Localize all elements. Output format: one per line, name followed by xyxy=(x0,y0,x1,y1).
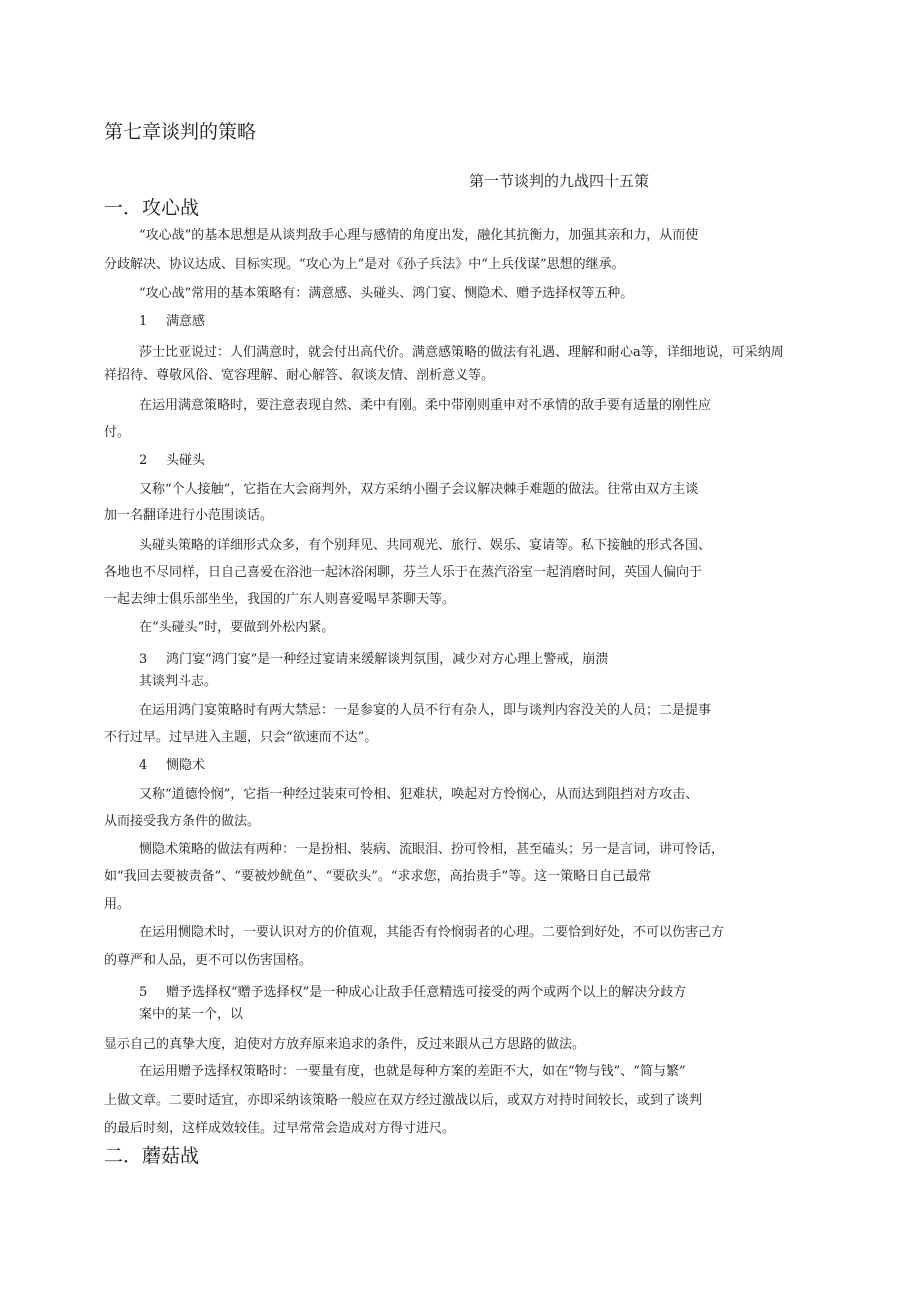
s3-p1-line-1: 在运用鸿门宴策略时有两大禁忌：一是参宴的人员不行有杂人，即与谈判内容没关的人员；二是提事 xyxy=(139,703,712,718)
s5-p2-line-3: 的最后时刻，这样成效较佳。过早常常会造成对方得寸进尺。 xyxy=(104,1121,456,1136)
s4-p2-line-1: 恻隐术策略的做法有两种：一是扮相、装病、流眼泪、扮可怜相，甚至磕头；另一是言词，讲可怜话， xyxy=(139,842,725,857)
part1-heading: 一．攻心战 xyxy=(104,197,200,219)
subsection-title: 满意感 xyxy=(166,314,206,329)
subsection-number: 2 xyxy=(139,453,148,468)
s5-p1-line-1: 显示自己的真挚大度，迫使对方放弃原来追求的条件，反过来跟从己方思路的做法。 xyxy=(104,1037,586,1052)
s4-p1-line-1: 又称“道德怜悯”，它指一种经过装束可怜相、犯难状，唤起对方怜悯心，从而达到阻挡对方攻击、 xyxy=(139,787,699,802)
s1-p2-line-1: 在运用满意策略时，要注意表现自然、柔中有刚。柔中带刚则重申对不承情的敌手要有适量的刚性应 xyxy=(139,398,712,413)
subsection-number: 4 xyxy=(139,758,148,773)
subsection-title: 鸿门宴“鸿门宴”是一种经过宴请来缓解谈判氛围，减少对方心理上警戒，崩溃 xyxy=(166,652,609,667)
s5-p2-line-2: 上做文章。二要时适宜，亦即采纳该策略一般应在双方经过激战以后，或双方对持时间较长，或到了谈判 xyxy=(104,1093,703,1108)
part2-heading: 二．蘑菇战 xyxy=(104,1145,200,1167)
section-title: 第一节谈判的九战四十五策 xyxy=(469,172,650,190)
s2-p3-line-1: 在“头碰头”时，要做到外松内紧。 xyxy=(139,620,335,635)
subsection-title: 头碰头 xyxy=(166,453,206,468)
s4-p2-line-3: 用。 xyxy=(104,897,131,912)
s5-p2-line-1: 在运用赠予选择权策略时：一要量有度，也就是每种方案的差距不大，如在“物与钱”、“简与繁” xyxy=(139,1064,686,1079)
intro-line-1: “攻心战”的基本思想是从谈判敌手心理与感情的角度出发，融化其抗衡力，加强其亲和力，从而使 xyxy=(139,228,699,243)
s2-p1-line-1: 又称“个人接触”，它指在大会商判外，双方采纳小圈子会议解决棘手难题的做法。往常由双方主谈 xyxy=(139,482,699,497)
s3-title-line-2: 其谈判斗志。 xyxy=(139,674,218,689)
s1-p1-line-2: 祥招待、尊敬风俗、宽容理解、耐心解答、叙谈友情、剖析意义等。 xyxy=(104,368,495,383)
s4-p2-line-2: 如“我回去要被责备”、“要被炒鱿鱼”、“要砍头”。“求求您，高抬贵手”等。这一策略日自己最常 xyxy=(104,869,652,884)
subsection-number: 5 xyxy=(139,985,148,1000)
subsection-title: 恻隐术 xyxy=(166,758,206,773)
intro-line-3: “攻心战”常用的基本策略有：满意感、头碰头、鸿门宴、恻隐术、赠予选择权等五种。 xyxy=(139,286,634,301)
s2-p2-line-2: 各地也不尽同样，日自己喜爱在浴池一起沐浴闲聊，芬兰人乐于在蒸汽浴室一起消磨时间，英国人偏向于 xyxy=(104,565,703,580)
s5-title-line-2: 案中的某一个，以 xyxy=(139,1007,244,1022)
s2-p2-line-1: 头碰头策略的详细形式众多，有个别拜见、共同观光、旅行、娱乐、宴请等。私下接触的形式各国、 xyxy=(139,538,712,553)
s3-p1-line-2: 不行过早。过早进入主题，只会“欲速而不达”。 xyxy=(104,730,378,745)
subsection-3-heading xyxy=(139,652,608,668)
subsection-title: 赠予选择权“赠予选择权”是一种成心让敌手任意精选可接受的两个或两个以上的解决分歧方 xyxy=(166,985,687,1000)
s2-p1-line-2: 加一名翻译进行小范围谈话。 xyxy=(104,508,274,523)
s4-p3-line-2: 的尊严和人品，更不可以伤害国格。 xyxy=(104,953,313,968)
subsection-5-heading xyxy=(139,985,686,1001)
subsection-number: 1 xyxy=(139,314,148,329)
s4-p3-line-1: 在运用恻隐术时，一要认识对方的价值观，其能否有怜悯弱者的心理。二要恰到好处，不可以伤害己方 xyxy=(139,925,725,940)
subsection-4-heading xyxy=(139,758,205,774)
subsection-1-heading xyxy=(139,314,205,330)
s2-p2-line-3: 一起去绅士俱乐部坐坐，我国的广东人则喜爱喝早茶聊天等。 xyxy=(104,592,456,607)
s1-p1-line-1: 莎士比亚说过：人们满意时，就会付出高代价。满意感策略的做法有礼遇、理解和耐心a等，详细地说，可采纳周 xyxy=(139,345,784,360)
intro-line-2: 分歧解决、协议达成、目标实现。“攻心为上”是对《孙子兵法》中“上兵伐谋”思想的继承。 xyxy=(104,257,625,272)
chapter-title: 第七章谈判的策略 xyxy=(104,121,257,143)
subsection-2-heading xyxy=(139,453,205,469)
subsection-number: 3 xyxy=(139,652,148,667)
s1-p2-line-2: 付。 xyxy=(104,425,131,440)
s4-p1-line-2: 从而接受我方条件的做法。 xyxy=(104,814,261,829)
